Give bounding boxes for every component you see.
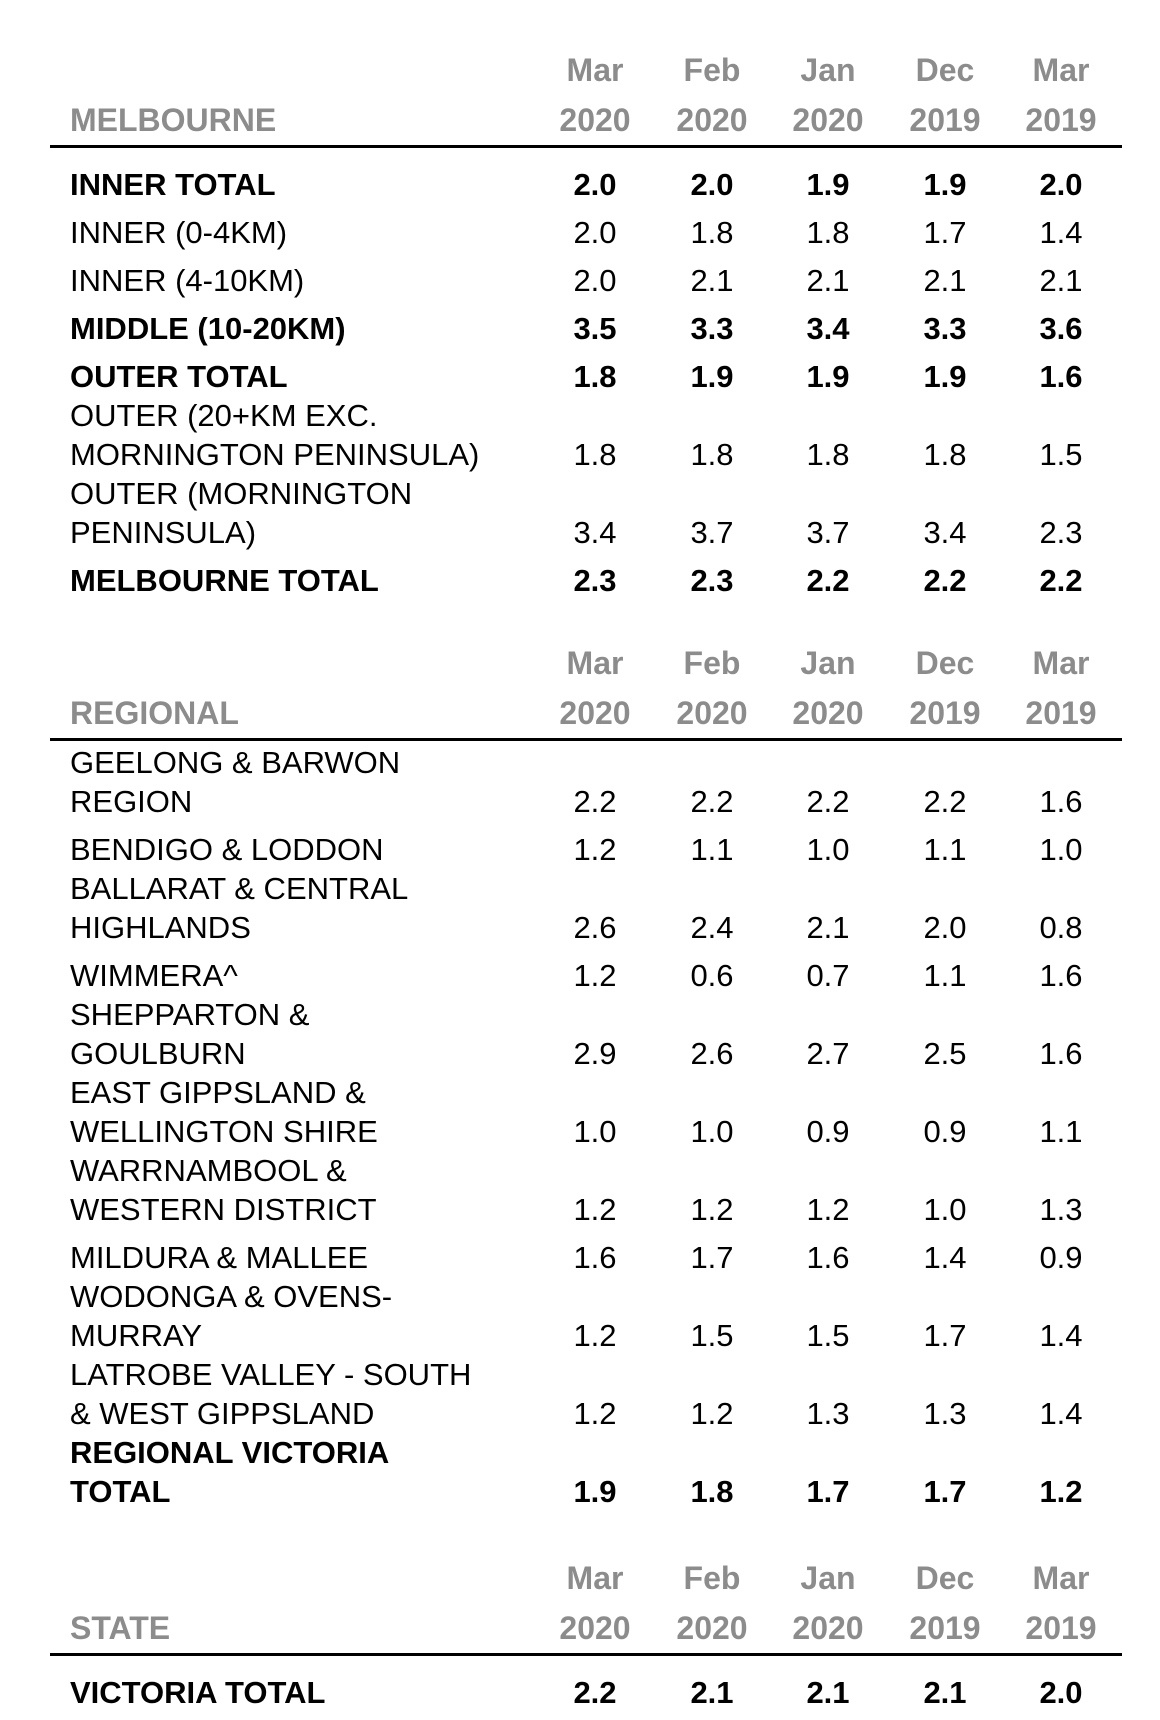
cell-value: 2.3 (1039, 515, 1083, 550)
cell-value: 1.5 (690, 1318, 734, 1353)
column-header (770, 1553, 886, 1653)
table-row (50, 396, 1122, 474)
cell-value: 1.4 (923, 1240, 967, 1275)
cell-value: 1.8 (806, 437, 850, 472)
column-header (654, 45, 770, 145)
cell-value: 3.7 (806, 515, 850, 550)
row-label-line: MELBOURNE TOTAL (70, 563, 379, 598)
column-year: 2020 (559, 102, 631, 138)
row-label-line: WODONGA & OVENS- (70, 1279, 393, 1314)
cell-value: 1.4 (1039, 1318, 1083, 1353)
column-month: Dec (915, 645, 975, 681)
regional-section (50, 638, 1122, 1511)
cell-value: 1.8 (573, 437, 617, 472)
table-row (50, 300, 1122, 348)
column-header (770, 638, 886, 738)
row-label (70, 561, 560, 600)
cell-value: 1.2 (573, 1396, 617, 1431)
cell-value: 1.1 (923, 958, 967, 993)
column-month: Jan (800, 52, 856, 88)
column-month: Jan (800, 645, 856, 681)
cell-value: 1.9 (923, 167, 967, 202)
cell-value: 1.6 (1039, 359, 1083, 394)
row-label (70, 1433, 560, 1511)
cell-value: 2.0 (1039, 1675, 1083, 1710)
row-label-line: SHEPPARTON & (70, 997, 310, 1032)
melbourne-title: MELBOURNE (70, 102, 277, 138)
table-row (50, 1229, 1122, 1277)
column-year: 2020 (792, 1610, 864, 1646)
cell-value: 2.1 (690, 263, 734, 298)
row-label (70, 213, 560, 252)
cell-value: 1.8 (923, 437, 967, 472)
cell-value: 1.7 (806, 1474, 850, 1509)
row-label-line: MILDURA & MALLEE (70, 1240, 369, 1275)
row-label-line: & WEST GIPPSLAND (70, 1396, 375, 1431)
cell-value: 0.8 (1039, 910, 1083, 945)
column-month: Feb (683, 645, 741, 681)
cell-value: 2.6 (573, 910, 617, 945)
cell-value: 1.4 (1039, 1396, 1083, 1431)
cell-value: 1.5 (806, 1318, 850, 1353)
cell-value: 1.2 (573, 958, 617, 993)
row-label-line: REGION (70, 784, 193, 819)
regional-title: REGIONAL (70, 695, 239, 731)
cell-value: 2.6 (690, 1036, 734, 1071)
row-label-line: EAST GIPPSLAND & (70, 1075, 366, 1110)
column-month: Jan (800, 1560, 856, 1596)
table-row (50, 869, 1122, 947)
cell-value: 1.9 (923, 359, 967, 394)
cell-value: 1.6 (1039, 958, 1083, 993)
table-row (50, 252, 1122, 300)
state-title: STATE (70, 1610, 171, 1646)
state-header (50, 1553, 1122, 1656)
table-row (50, 821, 1122, 869)
column-month: Feb (683, 1560, 741, 1596)
cell-value: 3.4 (923, 515, 967, 550)
cell-value: 1.7 (923, 1474, 967, 1509)
cell-value: 2.1 (806, 263, 850, 298)
cell-value: 1.6 (573, 1240, 617, 1275)
cell-value: 2.1 (806, 910, 850, 945)
cell-value: 1.1 (923, 832, 967, 867)
row-label-line: VICTORIA TOTAL (70, 1675, 326, 1710)
melbourne-section (50, 45, 1122, 600)
cell-value: 3.3 (923, 311, 967, 346)
column-header (887, 45, 1003, 145)
row-label (70, 1151, 560, 1229)
cell-value: 1.8 (690, 437, 734, 472)
row-label-line: TOTAL (70, 1474, 171, 1509)
column-year: 2019 (909, 695, 981, 731)
cell-value: 1.8 (573, 359, 617, 394)
cell-value: 1.2 (690, 1396, 734, 1431)
cell-value: 3.3 (690, 311, 734, 346)
row-label-line: INNER (4-10KM) (70, 263, 305, 298)
table-row (50, 474, 1122, 552)
cell-value: 2.1 (1039, 263, 1083, 298)
row-label (70, 743, 560, 821)
cell-value: 1.7 (690, 1240, 734, 1275)
table-row (50, 1355, 1122, 1433)
cell-value: 1.9 (806, 167, 850, 202)
cell-value: 1.0 (573, 1114, 617, 1149)
row-label-line: BALLARAT & CENTRAL (70, 871, 409, 906)
cell-value: 2.1 (923, 263, 967, 298)
table-row (50, 1073, 1122, 1151)
cell-value: 2.1 (923, 1675, 967, 1710)
cell-value: 1.6 (1039, 784, 1083, 819)
row-label-line: GOULBURN (70, 1036, 246, 1071)
column-month: Mar (1032, 52, 1090, 88)
table-row (50, 1664, 1122, 1712)
cell-value: 1.4 (1039, 215, 1083, 250)
cell-value: 2.2 (923, 784, 967, 819)
column-header (887, 1553, 1003, 1653)
row-label-line: MURRAY (70, 1318, 203, 1353)
row-label (70, 309, 560, 348)
row-label-line: WESTERN DISTRICT (70, 1192, 377, 1227)
table-row (50, 204, 1122, 252)
row-label (70, 869, 560, 947)
row-label (70, 956, 560, 995)
cell-value: 1.8 (690, 215, 734, 250)
row-label (70, 1073, 560, 1151)
cell-value: 0.9 (1039, 1240, 1083, 1275)
cell-value: 2.2 (573, 1675, 617, 1710)
row-label-line: GEELONG & BARWON (70, 745, 401, 780)
cell-value: 0.7 (806, 958, 850, 993)
column-year: 2020 (792, 695, 864, 731)
row-label (70, 357, 560, 396)
row-label-line: INNER TOTAL (70, 167, 276, 202)
cell-value: 2.0 (1039, 167, 1083, 202)
column-header (770, 45, 886, 145)
cell-value: 1.6 (1039, 1036, 1083, 1071)
cell-value: 2.2 (690, 784, 734, 819)
cell-value: 1.2 (806, 1192, 850, 1227)
cell-value: 2.0 (573, 167, 617, 202)
cell-value: 1.6 (806, 1240, 850, 1275)
table-row (50, 1151, 1122, 1229)
row-label-line: MIDDLE (10-20KM) (70, 311, 346, 346)
row-label-line: OUTER (MORNINGTON (70, 476, 413, 511)
cell-value: 2.2 (573, 784, 617, 819)
row-label (70, 830, 560, 869)
cell-value: 1.2 (573, 832, 617, 867)
column-header (537, 1553, 653, 1653)
cell-value: 1.9 (806, 359, 850, 394)
cell-value: 1.2 (573, 1318, 617, 1353)
cell-value: 2.0 (690, 167, 734, 202)
cell-value: 1.9 (573, 1474, 617, 1509)
column-year: 2020 (559, 695, 631, 731)
column-header (1003, 45, 1119, 145)
cell-value: 1.0 (923, 1192, 967, 1227)
row-label-line: WELLINGTON SHIRE (70, 1114, 378, 1149)
table-row (50, 552, 1122, 600)
row-label (70, 261, 560, 300)
column-month: Mar (1032, 1560, 1090, 1596)
cell-value: 0.9 (806, 1114, 850, 1149)
row-label-line: WARRNAMBOOL & (70, 1153, 347, 1188)
table-row (50, 348, 1122, 396)
column-header (887, 638, 1003, 738)
column-year: 2019 (909, 102, 981, 138)
row-label (70, 474, 560, 552)
column-month: Feb (683, 52, 741, 88)
cell-value: 3.6 (1039, 311, 1083, 346)
column-header (654, 1553, 770, 1653)
row-label-line: REGIONAL VICTORIA (70, 1435, 390, 1470)
cell-value: 2.2 (806, 784, 850, 819)
cell-value: 2.7 (806, 1036, 850, 1071)
cell-value: 1.3 (806, 1396, 850, 1431)
cell-value: 2.9 (573, 1036, 617, 1071)
row-label-line: LATROBE VALLEY - SOUTH (70, 1357, 472, 1392)
regional-header (50, 638, 1122, 741)
table-row (50, 995, 1122, 1073)
cell-value: 1.8 (806, 215, 850, 250)
cell-value: 2.0 (573, 215, 617, 250)
cell-value: 1.9 (690, 359, 734, 394)
column-year: 2020 (792, 102, 864, 138)
cell-value: 1.0 (806, 832, 850, 867)
cell-value: 3.4 (806, 311, 850, 346)
cell-value: 1.2 (1039, 1474, 1083, 1509)
column-header (537, 638, 653, 738)
column-month: Mar (566, 52, 624, 88)
cell-value: 1.7 (923, 215, 967, 250)
cell-value: 2.2 (923, 563, 967, 598)
cell-value: 1.1 (690, 832, 734, 867)
cell-value: 0.6 (690, 958, 734, 993)
table-row (50, 156, 1122, 204)
cell-value: 1.8 (690, 1474, 734, 1509)
cell-value: 2.2 (806, 563, 850, 598)
row-label (70, 1355, 560, 1433)
column-month: Dec (915, 52, 975, 88)
cell-value: 2.5 (923, 1036, 967, 1071)
table-row (50, 743, 1122, 821)
cell-value: 2.3 (690, 563, 734, 598)
table-row (50, 1433, 1122, 1511)
row-label-line: PENINSULA) (70, 515, 257, 550)
column-month: Mar (1032, 645, 1090, 681)
cell-value: 1.2 (573, 1192, 617, 1227)
cell-value: 1.7 (923, 1318, 967, 1353)
column-year: 2019 (1025, 695, 1097, 731)
cell-value: 3.5 (573, 311, 617, 346)
row-label (70, 1238, 560, 1277)
column-header (1003, 1553, 1119, 1653)
cell-value: 2.1 (806, 1675, 850, 1710)
row-label (70, 165, 560, 204)
cell-value: 3.7 (690, 515, 734, 550)
table-row (50, 947, 1122, 995)
row-label-line: BENDIGO & LODDON (70, 832, 384, 867)
melbourne-header (50, 45, 1122, 148)
column-header (654, 638, 770, 738)
column-year: 2020 (559, 1610, 631, 1646)
cell-value: 2.1 (690, 1675, 734, 1710)
row-label-line: OUTER (20+KM EXC. (70, 398, 378, 433)
cell-value: 3.4 (573, 515, 617, 550)
table-row (50, 1277, 1122, 1355)
cell-value: 2.2 (1039, 563, 1083, 598)
row-label-line: INNER (0-4KM) (70, 215, 288, 250)
column-year: 2019 (909, 1610, 981, 1646)
column-year: 2019 (1025, 1610, 1097, 1646)
column-header (537, 45, 653, 145)
column-month: Mar (566, 645, 624, 681)
cell-value: 2.0 (923, 910, 967, 945)
cell-value: 2.0 (573, 263, 617, 298)
row-label (70, 1673, 560, 1712)
column-header (1003, 638, 1119, 738)
cell-value: 1.5 (1039, 437, 1083, 472)
cell-value: 1.2 (690, 1192, 734, 1227)
row-label (70, 995, 560, 1073)
cell-value: 1.3 (923, 1396, 967, 1431)
column-year: 2020 (676, 695, 748, 731)
cell-value: 1.1 (1039, 1114, 1083, 1149)
state-section (50, 1553, 1122, 1712)
row-label (70, 396, 560, 474)
row-label-line: WIMMERA^ (70, 958, 238, 993)
column-month: Mar (566, 1560, 624, 1596)
cell-value: 0.9 (923, 1114, 967, 1149)
row-label (70, 1277, 560, 1355)
row-label-line: OUTER TOTAL (70, 359, 288, 394)
column-year: 2020 (676, 102, 748, 138)
row-label-line: MORNINGTON PENINSULA) (70, 437, 480, 472)
cell-value: 1.0 (1039, 832, 1083, 867)
cell-value: 2.3 (573, 563, 617, 598)
column-month: Dec (915, 1560, 975, 1596)
cell-value: 1.3 (1039, 1192, 1083, 1227)
cell-value: 1.0 (690, 1114, 734, 1149)
row-label-line: HIGHLANDS (70, 910, 251, 945)
column-year: 2020 (676, 1610, 748, 1646)
cell-value: 2.4 (690, 910, 734, 945)
column-year: 2019 (1025, 102, 1097, 138)
